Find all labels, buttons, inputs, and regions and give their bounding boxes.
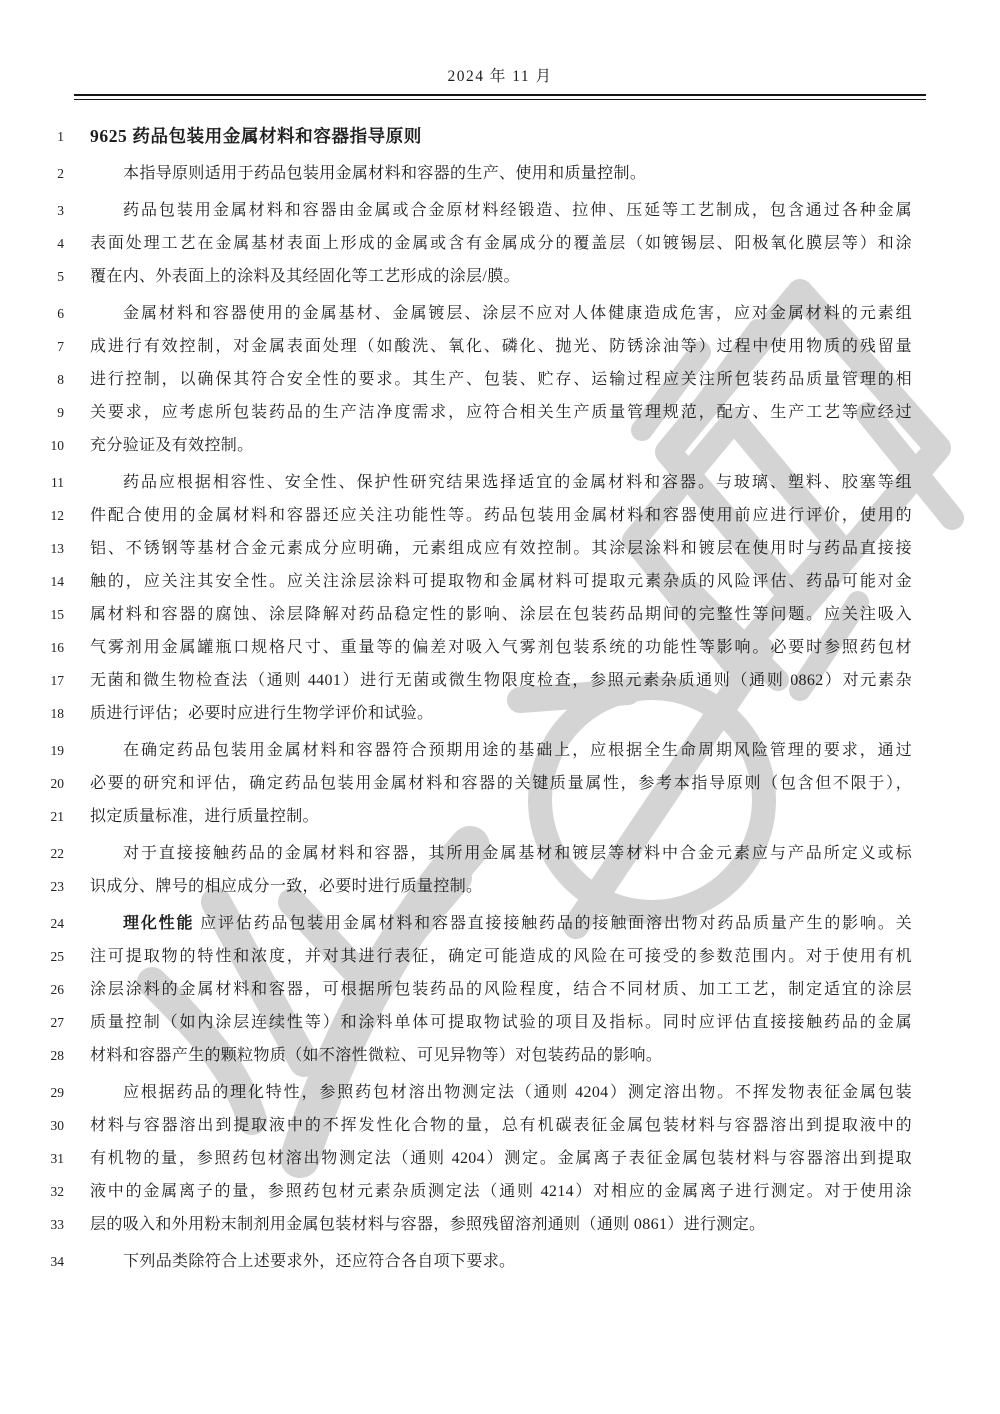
line-text: 涂层涂料的金属材料和容器，可根据所包装药品的风险程度，结合不同材质、加工工艺，制定适宜的涂层 (90, 981, 912, 998)
line-number: 28 (50, 1048, 64, 1063)
line-number: 19 (50, 743, 64, 758)
line-text: 材料和容器产生的颗粒物质（如不溶性微粒、可见异物等）对包装药品的影响。 (90, 1047, 663, 1064)
line-text: 应根据药品的理化特性，参照药包材溶出物测定法（通则 4204）测定溶出物。不挥发物表征金属包装 (123, 1084, 912, 1101)
document-line (0, 1076, 1000, 1109)
line-text: 9625 药品包装用金属材料和容器指导原则 (90, 126, 422, 146)
document-line (0, 429, 1000, 462)
line-text: 进行控制，以确保其符合安全性的要求。其生产、包装、贮存、运输过程应关注所包装药品质量管理的相 (90, 371, 912, 388)
document-line (0, 297, 1000, 330)
line-number: 8 (57, 372, 64, 387)
line-number: 11 (51, 475, 64, 490)
document-line (0, 837, 1000, 870)
line-text: 层的吸入和外用粉末制剂用金属包装材料与容器，参照残留溶剂通则（通则 0861）进行测定。 (90, 1216, 766, 1233)
line-text: 下列品类除符合上述要求外，还应符合各自项下要求。 (123, 1253, 516, 1270)
line-number: 30 (50, 1118, 64, 1133)
document-line (0, 1245, 1000, 1278)
line-number: 34 (50, 1254, 64, 1269)
line-number: 14 (50, 574, 64, 589)
document-line (0, 767, 1000, 800)
line-text: 液中的金属离子的量，参照药包材元素杂质测定法（通则 4214）对相应的金属离子进行测定。对于使用涂 (90, 1183, 912, 1200)
line-text: 触的，应关注其安全性。应关注涂层涂料可提取物和金属材料可提取元素杂质的风险评估、药品可能对金 (90, 573, 912, 590)
document-line (0, 466, 1000, 499)
line-number: 6 (57, 306, 64, 321)
line-text: 关要求，应考虑所包装药品的生产洁净度需求，应符合相关生产质量管理规范，配方、生产工艺等应经过 (90, 404, 912, 421)
document-line (0, 1109, 1000, 1142)
line-number: 25 (50, 949, 64, 964)
line-number: 1 (57, 129, 64, 144)
header-rule (74, 94, 926, 100)
document-line (0, 565, 1000, 598)
line-text: 无菌和微生物检查法（通则 4401）进行无菌或微生物限度检查，参照元素杂质通则（通则 0862）对元素杂 (90, 672, 912, 689)
line-text: 气雾剂用金属罐瓶口规格尺寸、重量等的偏差对吸入气雾剂包装系统的功能性等影响。必要时参照药包材 (90, 639, 912, 656)
line-number: 22 (50, 846, 64, 861)
line-text: 件配合使用的金属材料和容器还应关注功能性等。药品包装用金属材料和容器使用前应进行评价，使用的 (90, 507, 912, 524)
line-text: 拟定质量标准，进行质量控制。 (90, 808, 319, 825)
document-line (0, 734, 1000, 767)
page-header-date: 2024 年 11 月 (447, 68, 553, 85)
line-number: 27 (50, 1015, 64, 1030)
document-line (0, 631, 1000, 664)
line-text: 成进行有效控制，对金属表面处理（如酸洗、氧化、磷化、抛光、防锈涂油等）过程中使用物质的残留量 (90, 338, 912, 355)
line-number: 20 (50, 776, 64, 791)
line-text: 对于直接接触药品的金属材料和容器，其所用金属基材和镀层等材料中合金元素应与产品所定义或标 (123, 845, 912, 862)
document-line (0, 363, 1000, 396)
line-number: 31 (50, 1151, 64, 1166)
line-text: 药品包装用金属材料和容器由金属或合金原材料经锻造、拉伸、压延等工艺制成，包含通过各种金属 (123, 202, 912, 219)
line-number: 24 (50, 916, 64, 931)
line-text: 在确定药品包装用金属材料和容器符合预期用途的基础上，应根据全生命周期风险管理的要求，通过 (123, 742, 912, 759)
document-line (0, 1006, 1000, 1039)
document-line (0, 1142, 1000, 1175)
line-number: 2 (57, 166, 64, 181)
document-line (0, 157, 1000, 190)
line-number: 3 (57, 203, 64, 218)
line-text: 注可提取物的特性和浓度，并对其进行表征，确定可能造成的风险在可接受的参数范围内。对于使用有机 (90, 948, 912, 965)
line-text: 表面处理工艺在金属基材表面上形成的金属或含有金属成分的覆盖层（如镀锡层、阳极氧化膜层等）和涂 (90, 235, 912, 252)
document-line (0, 800, 1000, 833)
line-number: 18 (50, 706, 64, 721)
document-line (0, 499, 1000, 532)
line-text: 药品应根据相容性、安全性、保护性研究结果选择适宜的金属材料和容器。与玻璃、塑料、胶塞等组 (123, 474, 912, 491)
document-line (0, 697, 1000, 730)
document-line (0, 330, 1000, 363)
document-line (0, 1175, 1000, 1208)
document-line (0, 973, 1000, 1006)
line-number: 7 (57, 339, 64, 354)
line-number: 10 (50, 438, 64, 453)
line-number: 4 (57, 236, 64, 251)
document-line (0, 532, 1000, 565)
document-line (0, 194, 1000, 227)
line-text: 充分验证及有效控制。 (90, 437, 254, 454)
line-text: 属材料和容器的腐蚀、涂层降解对药品稳定性的影响、涂层在包装药品期间的完整性等问题。应关注吸入 (90, 606, 912, 623)
document-line (0, 907, 1000, 940)
line-text: 铝、不锈钢等基材合金元素成分应明确，元素组成应有效控制。其涂层涂料和镀层在使用时与药品直接接 (90, 540, 912, 557)
line-number: 15 (50, 607, 64, 622)
document-line (0, 870, 1000, 903)
line-text: 覆在内、外表面上的涂料及其经固化等工艺形成的涂层/膜。 (90, 268, 520, 285)
document-body (0, 120, 1000, 1278)
line-number: 23 (50, 879, 64, 894)
line-number: 29 (50, 1085, 64, 1100)
document-line (0, 1208, 1000, 1241)
line-text: 质量控制（如内涂层连续性等）和涂料单体可提取物试验的项目及指标。同时应评估直接接触药品的金属 (90, 1014, 912, 1031)
line-text: 理化性能 应评估药品包装用金属材料和容器直接接触药品的接触面溶出物对药品质量产生的影响。关 (123, 915, 912, 932)
line-number: 26 (50, 982, 64, 997)
line-number: 17 (50, 673, 64, 688)
document-line (0, 1039, 1000, 1072)
line-number: 12 (50, 508, 64, 523)
line-number: 13 (50, 541, 64, 556)
line-text: 有机物的量，参照药包材溶出物测定法（通则 4204）测定。金属离子表征金属包装材料与容器溶出到提取 (90, 1150, 912, 1167)
line-text: 质进行评估；必要时应进行生物学评价和试验。 (90, 705, 434, 722)
line-text: 金属材料和容器使用的金属基材、金属镀层、涂层不应对人体健康造成危害，应对金属材料的元素组 (123, 305, 912, 322)
document-line (0, 940, 1000, 973)
line-text: 材料与容器溶出到提取液中的不挥发性化合物的量，总有机碳表征金属包装材料与容器溶出到提取液中的 (90, 1117, 912, 1134)
document-line (0, 396, 1000, 429)
document-line (0, 598, 1000, 631)
line-number: 21 (50, 809, 64, 824)
document-line (0, 120, 1000, 153)
line-number: 33 (50, 1217, 64, 1232)
line-number: 32 (50, 1184, 64, 1199)
document-line (0, 664, 1000, 697)
document-line (0, 227, 1000, 260)
line-number: 5 (57, 269, 64, 284)
line-text: 本指导原则适用于药品包装用金属材料和容器的生产、使用和质量控制。 (123, 165, 647, 182)
line-text: 必要的研究和评估，确定药品包装用金属材料和容器的关键质量属性，参考本指导原则（包含但不限于）， (90, 775, 912, 792)
line-text: 识成分、牌号的相应成分一致，必要时进行质量控制。 (90, 878, 483, 895)
document-line (0, 260, 1000, 293)
line-number: 9 (57, 405, 64, 420)
line-number: 16 (50, 640, 64, 655)
